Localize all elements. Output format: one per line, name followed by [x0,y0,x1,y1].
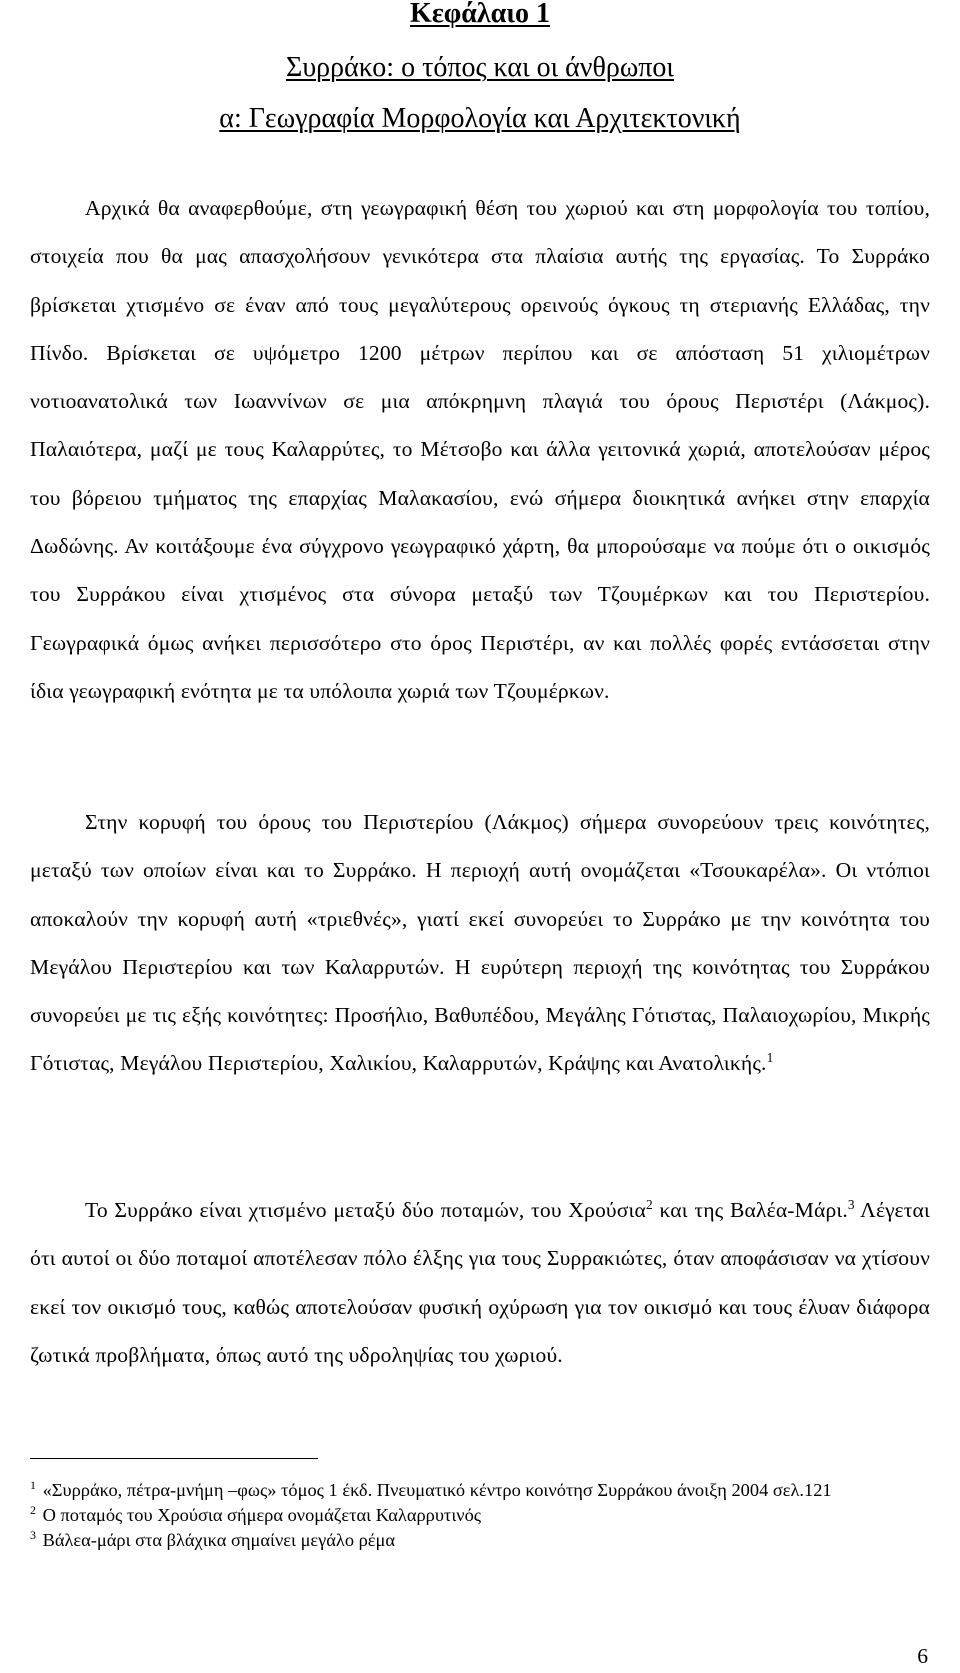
footnote-number: 1 [30,1477,36,1492]
footnote-2 [30,1503,930,1528]
footnote-text: Βάλεα-μάρι στα βλάχικα σημαίνει μεγάλο ρέμα [42,1530,396,1550]
paragraph-geography: Αρχικά θα αναφερθούμε, στη γεωγραφική θέση του χωριού και στη μορφολογία του τοπίου, στοιχεία που θα μας απασχολήσουν γενικότερα στα πλαίσια αυτής της εργασίας. Το Συρράκο βρίσκεται χτισμένο σε έναν από τους μεγαλύτερους ορεινούς όγκους τη στεριανής Ελλάδας, την Πίνδο. Βρίσκεται σε υψόμετρο 1200 μέτρων περίπου και σε απόσταση 51 χιλιομέτρων νοτιοανατολικά των Ιωαννίνων σε μια απόκρημνη πλαγιά του όρους Περιστέρι (Λάκμος). Παλαιότερα, μαζί με τους Καλαρρύτες, το Μέτσοβο και άλλα γειτονικά χωριά, αποτελούσαν μέρος του βόρειου τμήματος της επαρχίας Μαλακασίου, ενώ σήμερα διοικητικά ανήκει στην επαρχία Δωδώνης. Αν κοιτάξουμε ένα σύγχρονο γεωγραφικό χάρτη, θα μπορούσαμε να πούμε ότι ο οικισμός του Συρράκου είναι χτισμένος στα σύνορα μεταξύ των Τζουμέρκων και του Περιστερίου. Γεωγραφικά όμως ανήκει περισσότερο στο όρος Περιστέρι, αν και πολλές φορές εντάσσεται στην ίδια γεωγραφική ενότητα με τα υπόλοιπα χωριά των Τζουμέρκων. [30,196,930,703]
paragraph-rivers-text-c: Λέγεται ότι αυτοί οι δύο ποταμοί αποτέλεσαν πόλο έλξης για τους Συρρακιώτες, όταν αποφάσισαν να χτίσουν εκεί τον οικισμό τους, καθώς αποτελούσαν φυσική οχύρωση για τον οικισμό και τους έλυαν διάφορα ζωτικά προβλήματα, όπως αυτό της υδροληψίας του χωριού. [30,1198,930,1367]
footnote-1 [30,1478,930,1503]
footnote-ref-3: 3 [847,1196,855,1212]
footnote-ref-2: 2 [645,1196,653,1212]
paragraph-rivers [30,1186,930,1379]
section-subtitle: α: Γεωγραφία Μορφολογία και Αρχιτεκτονική [219,103,741,134]
footnote-ref-1: 1 [766,1050,774,1066]
paragraph-borders [30,798,930,1088]
chapter-title: Συρράκο: ο τόπος και οι άνθρωποι [286,52,674,83]
footnote-number: 2 [30,1502,36,1517]
paragraph-rivers-text-b: και της Βαλέα-Μάρι. [652,1198,848,1222]
footnote-text: Ο ποταμός του Χρούσια σήμερα ονομάζεται Καλαρρυτινός [42,1505,482,1525]
chapter-heading: Κεφάλαιο 1 [410,0,550,29]
footnotes [30,1478,930,1553]
footnote-separator [30,1458,318,1459]
footnote-3 [30,1528,930,1553]
paragraph-borders-text: Στην κορυφή του όρους του Περιστερίου (Λάκμος) σήμερα συνορεύουν τρεις κοινότητες, μεταξύ των οποίων είναι και το Συρράκο. Η περιοχή αυτή ονομάζεται «Τσουκαρέλα». Οι ντόπιοι αποκαλούν την κορυφή αυτή «τριεθνές», γιατί εκεί συνορεύει το Συρράκο με την κοινότητα του Μεγάλου Περιστερίου και των Καλαρρυτών. Η ευρύτερη περιοχή της κοινότητας του Συρράκου συνορεύει με τις εξής κοινότητες: Προσήλιο, Βαθυπέδου, Μεγάλης Γότιστας, Παλαιοχωρίου, Μικρής Γότιστας, Μεγάλου Περιστερίου, Χαλικίου, Καλαρρυτών, Κράψης και Ανατολικής. [30,810,930,1076]
page-number: 6 [917,1644,928,1668]
footnote-text: «Συρράκο, πέτρα-μνήμη –φως» τόμος 1 έκδ. Πνευματικό κέντρο κοινότησ Συρράκου άνοιξη 2004 σελ.121 [42,1480,832,1500]
footnote-number: 3 [30,1527,36,1542]
paragraph-rivers-text-a: Το Συρράκο είναι χτισμένο μεταξύ δύο ποταμών, του Χρούσια [85,1198,646,1222]
